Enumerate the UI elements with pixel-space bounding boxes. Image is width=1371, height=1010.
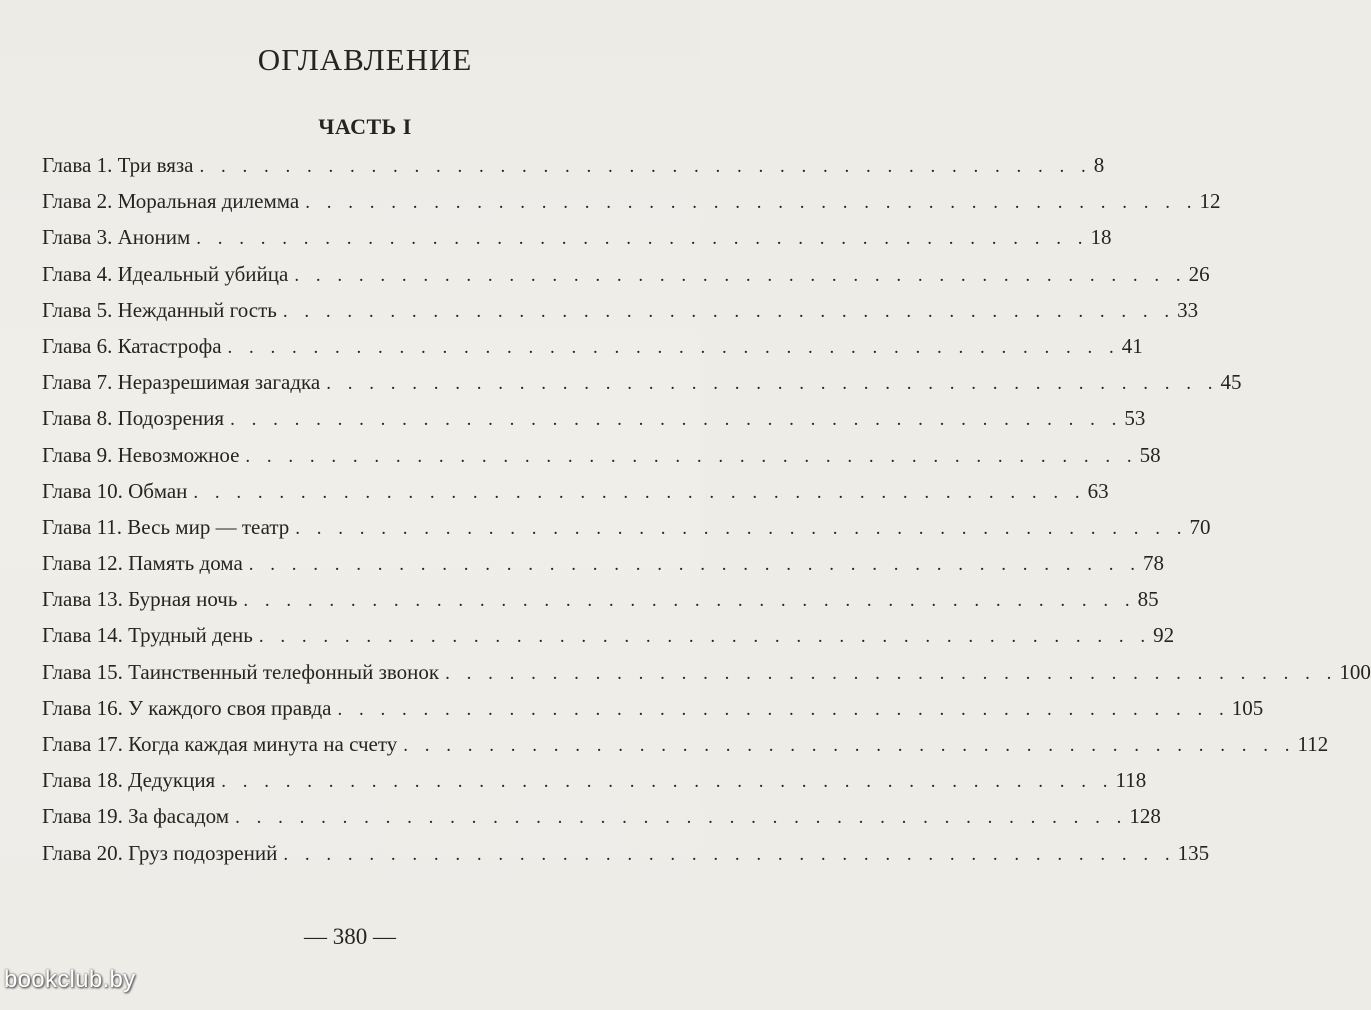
toc-entry (42, 295, 1199, 331)
chapter-title: Глава 5. Нежданный гость (42, 297, 277, 322)
chapter-title: Глава 2. Моральная дилемма (42, 189, 300, 214)
chapter-title: Глава 9. Невозможное (42, 442, 240, 467)
toc-entry (42, 729, 1329, 765)
chapter-title: Глава 1. Три вяза (42, 153, 194, 177)
toc-title: ОГЛАВЛЕНИЕ (257, 42, 473, 77)
chapter-title: Глава 20. Груз подозрений (42, 840, 278, 865)
page-number: 63 (1087, 478, 1109, 503)
toc-entry (42, 331, 1143, 367)
leader-dots: . . . . . . . . . . . . . . . . . . . . . . . . . . . . . . . . . . . . . . . . . . (294, 264, 1187, 286)
toc-entry (42, 838, 1210, 874)
toc-entry (42, 657, 1371, 693)
toc-entry (42, 367, 1242, 403)
leader-dots: . . . . . . . . . . . . . . . . . . . . . . . . . . . . . . . . . . . . . . . . . . (283, 843, 1176, 865)
toc-entry (42, 150, 1105, 186)
chapter-title: Глава 18. Дедукция (42, 768, 216, 793)
page-number: 100 (1339, 659, 1371, 684)
leader-dots: . . . . . . . . . . . . . . . . . . . . . . . . . . . . . . . . . . . . . . . . . . (258, 626, 1152, 648)
chapter-title: Глава 7. Неразрешимая загадка (42, 370, 321, 395)
page-number: 18 (1090, 225, 1112, 250)
page-number: 85 (1137, 587, 1159, 612)
leader-dots: . . . . . . . . . . . . . . . . . . . . . . . . . . . . . . . . . . . . . . . . . . (245, 445, 1138, 467)
toc-entry (42, 222, 1112, 258)
toc-entry (42, 186, 1221, 222)
page-number: 12 (1199, 189, 1221, 214)
toc-entry (42, 440, 1161, 476)
page-number: 58 (1139, 442, 1161, 467)
toc-entry (42, 476, 1109, 512)
toc-entry (42, 259, 1210, 295)
page-number: 118 (1115, 768, 1147, 793)
leader-dots: . . . . . . . . . . . . . . . . . . . . . . . . . . . . . . . . . . . . . . . . . . (227, 336, 1120, 358)
toc-entry (42, 693, 1264, 729)
toc-entry (42, 801, 1161, 837)
chapter-title: Глава 15. Таинственный телефонный звонок (42, 659, 440, 684)
chapter-title: Глава 12. Память дома (42, 551, 243, 576)
chapter-title: Глава 6. Катастрофа (42, 333, 222, 358)
leader-dots: . . . . . . . . . . . . . . . . . . . . . . . . . . . . . . . . . . . . . . . . . . (337, 698, 1230, 720)
leader-dots: . . . . . . . . . . . . . . . . . . . . . . . . . . . . . . . . . . . . . . . . . . (326, 373, 1219, 395)
page-number: 41 (1121, 333, 1143, 358)
page-number: 128 (1129, 804, 1161, 829)
leader-dots: . . . . . . . . . . . . . . . . . . . . . . . . . . . . . . . . . . . . . . . . . . (221, 771, 1114, 793)
part-heading: ЧАСТЬ I (318, 114, 412, 139)
toc-entry (42, 620, 1175, 656)
chapter-title: Глава 8. Подозрения (42, 406, 225, 431)
leader-dots: . . . . . . . . . . . . . . . . . . . . . . . . . . . . . . . . . . . . . . . . . . (230, 409, 1123, 431)
page-number: 78 (1143, 551, 1165, 576)
chapter-title: Глава 11. Весь мир — театр (42, 514, 290, 539)
table-of-contents (42, 150, 1371, 874)
leader-dots: . . . . . . . . . . . . . . . . . . . . . . . . . . . . . . . . . . . . . . . . . . (248, 554, 1142, 576)
page-number: 33 (1177, 297, 1199, 322)
toc-entry (42, 765, 1147, 801)
toc-entry (42, 512, 1211, 548)
page-number: 26 (1188, 261, 1210, 286)
page-number: 70 (1189, 514, 1211, 539)
site-watermark: bookclub.by (4, 966, 136, 993)
leader-dots: . . . . . . . . . . . . . . . . . . . . . . . . . . . . . . . . . . . . . . . . . . (196, 228, 1089, 250)
chapter-title: Глава 16. У каждого своя правда (42, 695, 332, 720)
toc-entry (42, 403, 1146, 439)
chapter-title: Глава 3. Аноним (42, 225, 191, 250)
chapter-title: Глава 4. Идеальный убийца (42, 261, 289, 286)
page-folio: — 380 — (304, 924, 396, 949)
leader-dots: . . . . . . . . . . . . . . . . . . . . . . . . . . . . . . . . . . . . . . . . . . (305, 192, 1198, 214)
toc-entry (42, 548, 1165, 584)
chapter-title: Глава 17. Когда каждая минута на счету (42, 732, 398, 756)
chapter-title: Глава 19. За фасадом (42, 804, 230, 829)
leader-dots: . . . . . . . . . . . . . . . . . . . . . . . . . . . . . . . . . . . . . . . . . . (193, 481, 1086, 503)
chapter-title: Глава 14. Трудный день (42, 623, 253, 648)
leader-dots: . . . . . . . . . . . . . . . . . . . . . . . . . . . . . . . . . . . . . . . . . . (295, 517, 1188, 539)
leader-dots: . . . . . . . . . . . . . . . . . . . . . . . . . . . . . . . . . . . . . . . . . . (235, 807, 1128, 829)
chapter-title: Глава 10. Обман (42, 478, 188, 503)
chapter-title: Глава 13. Бурная ночь (42, 587, 238, 612)
page-number: 112 (1297, 732, 1329, 756)
page-number: 8 (1093, 153, 1105, 177)
toc-entry (42, 584, 1159, 620)
leader-dots: . . . . . . . . . . . . . . . . . . . . . . . . . . . . . . . . . . . . . . . . . . (403, 735, 1296, 756)
leader-dots: . . . . . . . . . . . . . . . . . . . . . . . . . . . . . . . . . . . . . . . . . . (445, 662, 1338, 684)
page-number: 92 (1153, 623, 1175, 648)
page-number: 45 (1220, 370, 1242, 395)
page-number: 53 (1124, 406, 1146, 431)
leader-dots: . . . . . . . . . . . . . . . . . . . . . . . . . . . . . . . . . . . . . . . . . . (243, 590, 1136, 612)
leader-dots: . . . . . . . . . . . . . . . . . . . . . . . . . . . . . . . . . . . . . . . . . . (282, 300, 1176, 322)
leader-dots: . . . . . . . . . . . . . . . . . . . . . . . . . . . . . . . . . . . . . . . . . . (199, 156, 1092, 177)
page-number: 105 (1231, 695, 1264, 720)
page-number: 135 (1177, 840, 1210, 865)
